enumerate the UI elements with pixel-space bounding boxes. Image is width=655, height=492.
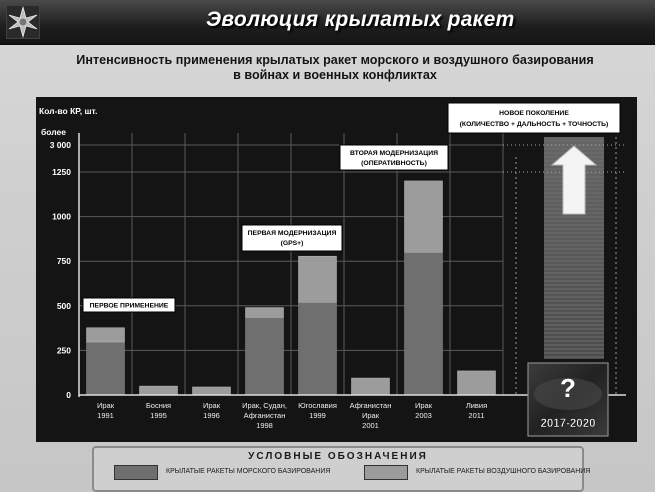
header-bar: [0, 0, 655, 45]
stacked-bar-chart: [36, 97, 637, 442]
x-tick-label: Ирак, Судан,: [242, 401, 287, 410]
bar-sea-6: [405, 252, 443, 395]
bar-air-1: [140, 386, 178, 395]
future-column: [503, 137, 626, 395]
legend: [92, 446, 591, 492]
annotations: [83, 145, 448, 312]
x-tick-label: Югославия: [298, 401, 337, 410]
annotation-text: ВТОРАЯ МОДЕРНИЗАЦИЯ: [349, 150, 439, 157]
future-label-line-2: (КОЛИЧЕСТВО + ДАЛЬНОСТЬ + ТОЧНОСТЬ): [459, 121, 609, 128]
x-tick-label: Босния: [145, 401, 172, 410]
legend-title: УСЛОВНЫЕ ОБОЗНАЧЕНИЯ: [248, 451, 428, 462]
legend-label-air: КРЫЛАТЫЕ РАКЕТЫ ВОЗДУШНОГО БАЗИРОВАНИЯ: [416, 468, 591, 475]
x-tick-label: Ливия: [465, 401, 488, 410]
question-mark: ?: [560, 373, 576, 403]
bar-air-5: [352, 378, 390, 395]
x-tick-label: Афганистан: [349, 401, 392, 410]
bar-sea-3: [246, 317, 284, 395]
annotation-text: (ОПЕРАТИВНОСТЬ): [361, 160, 427, 167]
x-tick-label: 2003: [415, 411, 432, 420]
chart-panel: [36, 97, 637, 442]
y-axis-title: Кол-во КР, шт.: [39, 106, 98, 116]
x-tick-label: Ирак: [361, 411, 380, 420]
x-tick-label: Афганистан: [243, 411, 286, 420]
x-tick-label: Ирак: [414, 401, 433, 410]
x-tick-labels: [97, 401, 487, 430]
bar-air-3: [246, 308, 284, 318]
annotation-text: ПЕРВОЕ ПРИМЕНЕНИЕ: [89, 302, 169, 310]
subtitle-line-2: в войнах и военных конфликтах: [233, 68, 437, 82]
future-label-box: [448, 103, 620, 133]
bar-air-2: [193, 387, 231, 395]
x-tick-label: 2001: [362, 421, 379, 430]
subtitle-line-1: Интенсивность применения крылатых ракет морского и воздушного базирования: [76, 53, 594, 67]
bar-air-7: [458, 371, 496, 395]
x-tick-label: 2011: [468, 411, 485, 420]
annotation-text: (GPS+): [280, 240, 304, 247]
x-tick-label: 1999: [309, 411, 326, 420]
x-tick-label: 1998: [256, 421, 273, 430]
y-tick-label: 1000: [52, 211, 71, 222]
y-tick-label: 1250: [52, 167, 71, 177]
page-title: Эволюция крылатых ракет: [206, 8, 515, 31]
future-period-label: 2017-2020: [540, 418, 596, 430]
legend-swatch-sea: [114, 465, 158, 480]
bar-sea-4: [299, 302, 337, 395]
y-extra-label-2: 3 000: [49, 140, 71, 150]
legend-swatch-air: [364, 465, 408, 480]
y-tick-label: 750: [56, 256, 71, 267]
legend-label-sea: КРЫЛАТЫЕ РАКЕТЫ МОРСКОГО БАЗИРОВАНИЯ: [166, 468, 331, 475]
y-tick-label: 0: [66, 390, 71, 400]
x-tick-label: 1995: [150, 411, 167, 420]
x-tick-label: Ирак: [96, 401, 115, 410]
x-tick-label: 1996: [203, 411, 220, 420]
y-tick-label: 500: [56, 300, 71, 311]
bar-air-0: [87, 328, 125, 342]
x-tick-label: Ирак: [202, 401, 221, 410]
chart-subtitle: [40, 53, 630, 83]
bar-air-6: [405, 181, 443, 252]
bar-sea-0: [87, 342, 125, 395]
y-tick-label: 250: [56, 345, 71, 356]
x-tick-label: 1991: [97, 411, 114, 420]
star-emblem-icon: [6, 5, 40, 39]
annotation-text: ПЕРВАЯ МОДЕРНИЗАЦИЯ: [247, 230, 337, 237]
future-label-line-1: НОВОЕ ПОКОЛЕНИЕ: [499, 110, 569, 117]
bar-air-4: [299, 256, 337, 302]
annotation-box-1: [242, 225, 342, 251]
y-extra-label-1: более: [41, 127, 66, 137]
